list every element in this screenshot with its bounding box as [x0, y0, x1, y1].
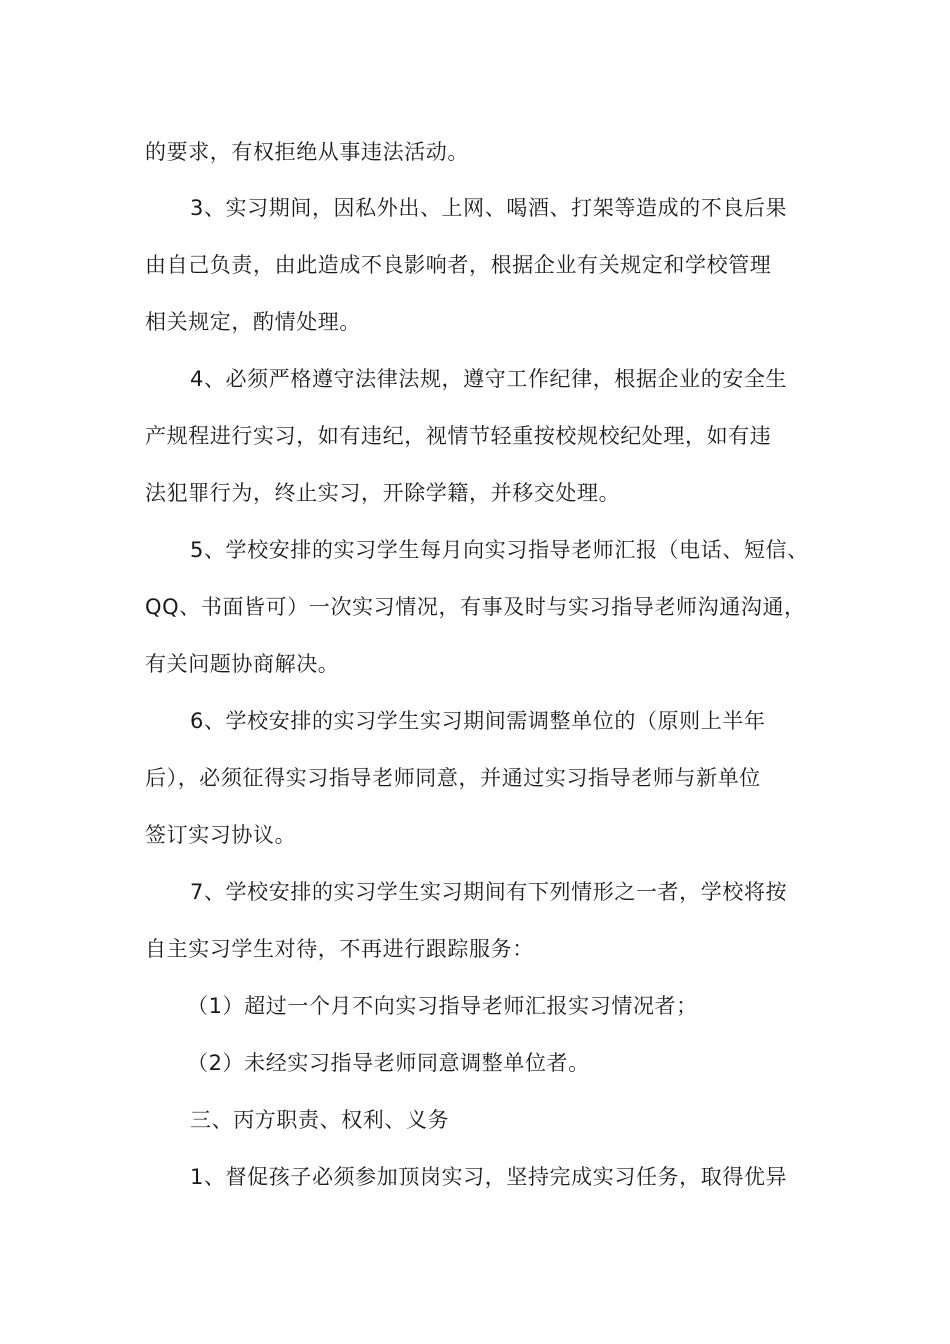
paragraph-line: 3、实习期间，因私外出、上网、喝酒、打架等造成的不良后果	[190, 196, 788, 220]
list-item: （1）超过一个月不向实习指导老师汇报实习情况者；	[187, 994, 698, 1018]
paragraph-line: 7、学校安排的实习学生实习期间有下列情形之一者，学校将按	[190, 880, 788, 904]
paragraph-line: 5、学校安排的实习学生每月向实习指导老师汇报（电话、短信、	[190, 538, 809, 562]
paragraph-line: 的要求，有权拒绝从事违法活动。	[145, 140, 469, 164]
paragraph-line: 签订实习协议。	[145, 823, 297, 847]
paragraph-line: 相关规定，酌情处理。	[145, 310, 361, 334]
paragraph-line: 后），必须征得实习指导老师同意，并通过实习指导老师与新单位	[145, 766, 761, 790]
paragraph-line: 有关问题协商解决。	[145, 652, 340, 676]
paragraph-line: 由自己负责，由此造成不良影响者，根据企业有关规定和学校管理	[145, 253, 772, 277]
paragraph-line: 6、学校安排的实习学生实习期间需调整单位的（原则上半年	[190, 709, 766, 733]
paragraph-line: QQ、书面皆可）一次实习情况，有事及时与实习指导老师沟通沟通，	[145, 595, 806, 619]
paragraph-line: 4、必须严格遵守法律法规，遵守工作纪律，根据企业的安全生	[190, 367, 788, 391]
paragraph-line: 自主实习学生对待，不再进行跟踪服务：	[145, 937, 534, 961]
list-item: （2）未经实习指导老师同意调整单位者。	[187, 1051, 590, 1075]
paragraph-line: 产规程进行实习，如有违纪，视情节轻重按校规校纪处理，如有违	[145, 424, 772, 448]
paragraph-line: 1、督促孩子必须参加顶岗实习，坚持完成实习任务，取得优异	[190, 1165, 788, 1189]
paragraph-line: 法犯罪行为，终止实习，开除学籍，并移交处理。	[145, 481, 621, 505]
section-heading: 三、丙方职责、权利、义务	[190, 1108, 450, 1132]
